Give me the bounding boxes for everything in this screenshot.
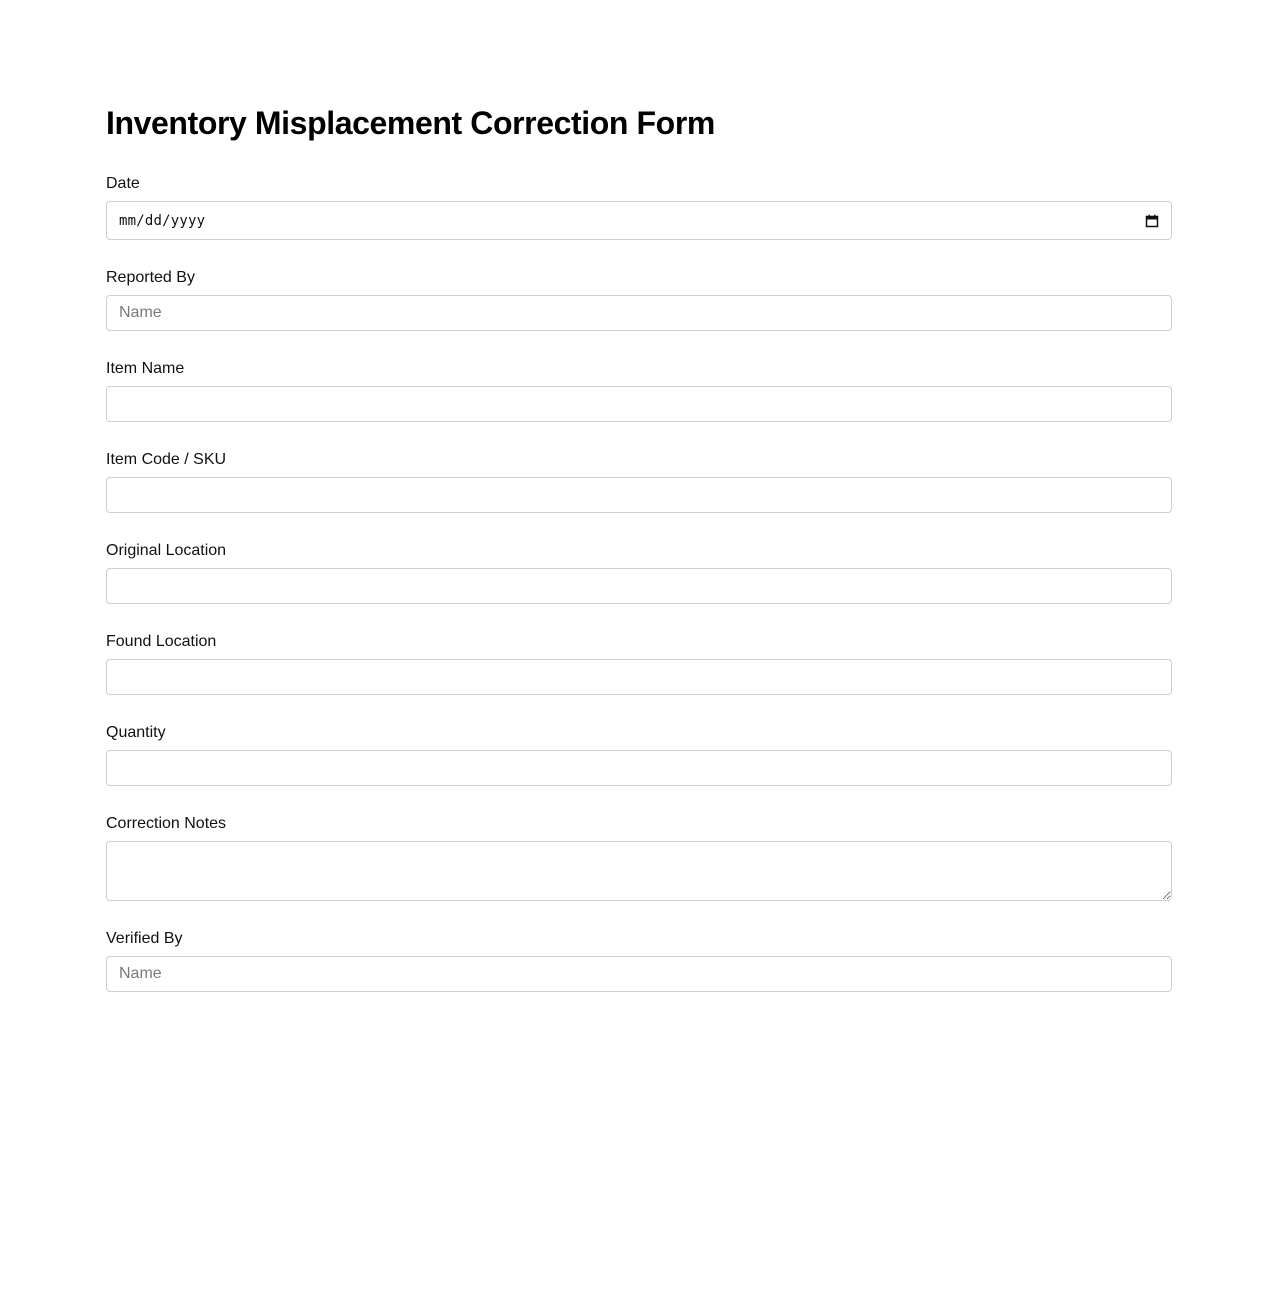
original-location-field	[106, 541, 1172, 604]
correction-notes-textarea[interactable]	[106, 841, 1172, 901]
item-code-label: Item Code / SKU	[106, 451, 227, 468]
verified-by-input[interactable]	[106, 956, 1172, 992]
reported-by-field	[106, 268, 1172, 331]
found-location-input[interactable]	[106, 659, 1172, 695]
found-location-field	[106, 632, 1172, 695]
date-input[interactable]	[106, 201, 1172, 240]
correction-notes-field	[106, 814, 1172, 901]
date-label: Date	[106, 175, 140, 192]
item-name-input[interactable]	[106, 386, 1172, 422]
verified-by-field	[106, 929, 1172, 992]
item-code-input[interactable]	[106, 477, 1172, 513]
item-code-field	[106, 450, 1172, 513]
form-title: Inventory Misplacement Correction Form	[106, 105, 715, 141]
date-field	[106, 174, 1172, 240]
verified-by-label: Verified By	[106, 930, 183, 947]
calendar-icon[interactable]	[1145, 214, 1159, 228]
quantity-label: Quantity	[106, 724, 166, 741]
item-name-field	[106, 359, 1172, 422]
reported-by-input[interactable]	[106, 295, 1172, 331]
date-value: mm/dd/yyyy	[119, 212, 206, 229]
inventory-correction-form	[106, 104, 1172, 992]
calendar-icon-svg	[1145, 214, 1159, 228]
correction-notes-label: Correction Notes	[106, 815, 227, 832]
original-location-label: Original Location	[106, 542, 227, 559]
item-name-label: Item Name	[106, 360, 185, 377]
quantity-field	[106, 723, 1172, 786]
found-location-label: Found Location	[106, 633, 217, 650]
original-location-input[interactable]	[106, 568, 1172, 604]
quantity-input[interactable]	[106, 750, 1172, 786]
reported-by-label: Reported By	[106, 269, 195, 286]
